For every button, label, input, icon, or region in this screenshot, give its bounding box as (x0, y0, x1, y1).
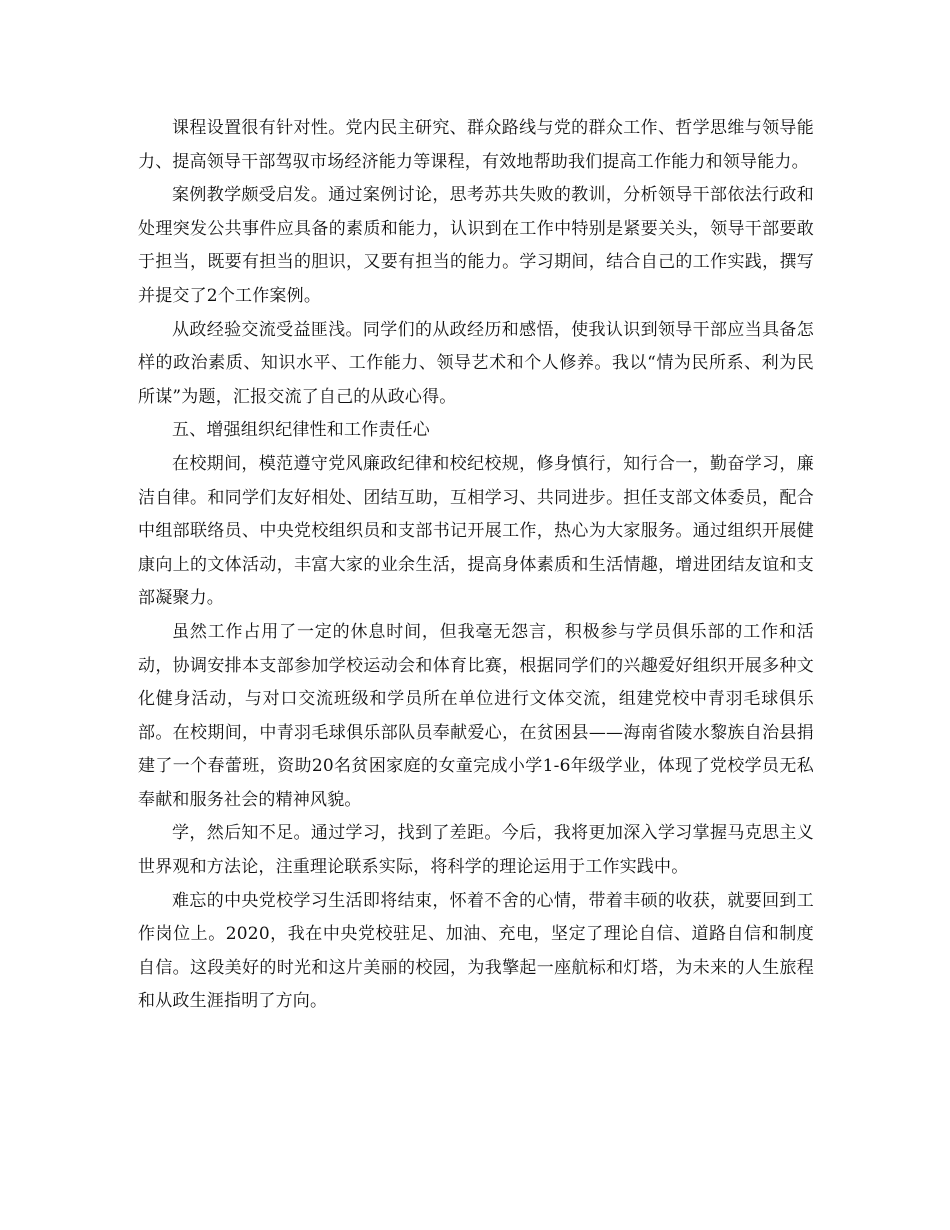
paragraph-case-study: 案例教学颇受启发。通过案例讨论，思考苏共失败的教训，分析领导干部依法行政和处理突发公共事件应具备的素质和能力，认识到在工作中特别是紧要关头，领导干部要敢于担当，既要有担当的胆识，又要有担当的能力。学习期间，结合自己的工作实践，撰写并提交了2个工作案例。 (138, 185, 814, 306)
paragraph-experience-exchange: 从政经验交流受益匪浅。同学们的从政经历和感悟，使我认识到领导干部应当具备怎样的政治素质、知识水平、工作能力、领导艺术和个人修养。我以“情为民所系、利为民所谋”为题，汇报交流了自己的从政心得。 (138, 319, 814, 407)
paragraph-course-design: 课程设置很有针对性。党内民主研究、群众路线与党的群众工作、哲学思维与领导能力、提高领导干部驾驭市场经济能力等课程，有效地帮助我们提高工作能力和领导能力。 (138, 118, 814, 172)
paragraph-conclusion: 难忘的中央党校学习生活即将结束，怀着不舍的心情，带着丰硕的收获，就要回到工作岗位上。2020，我在中央党校驻足、加油、充电，坚定了理论自信、道路自信和制度自信。这段美好的时光和这片美丽的校园，为我擎起一座航标和灯塔，为未来的人生旅程和从政生涯指明了方向。 (138, 890, 814, 1012)
section-heading: 五、增强组织纪律性和工作责任心 (172, 420, 430, 441)
paragraph-learning-gap: 学，然后知不足。通过学习，找到了差距。今后，我将更加深入学习掌握马克思主义世界观和方法论，注重理论联系实际，将科学的理论运用于工作实践中。 (138, 823, 814, 878)
document-page (138, 112, 814, 1019)
paragraph-discipline: 在校期间，模范遵守党风廉政纪律和校纪校规，修身慎行，知行合一，勤奋学习，廉洁自律。和同学们友好相处、团结互助，互相学习、共同进步。担任支部文体委员，配合中组部联络员、中央党校组织员和支部书记开展工作，热心为大家服务。通过组织开展健康向上的文体活动，丰富大家的业余生活，提高身体素质和生活情趣，增进团结友谊和支部凝聚力。 (138, 453, 814, 609)
paragraph-club-activities: 虽然工作占用了一定的休息时间，但我毫无怨言，积极参与学员俱乐部的工作和活动，协调安排本支部参加学校运动会和体育比赛，根据同学们的兴趣爱好组织开展多种文化健身活动，与对口交流班级和学员所在单位进行文体交流，组建党校中青羽毛球俱乐部。在校期间，中青羽毛球俱乐部队员奉献爱心，在贫困县——海南省陵水黎族自治县捐建了一个春蕾班，资助20名贫困家庭的女童完成小学1-6年级学业，体现了党校学员无私奉献和服务社会的精神风貌。 (138, 621, 814, 810)
